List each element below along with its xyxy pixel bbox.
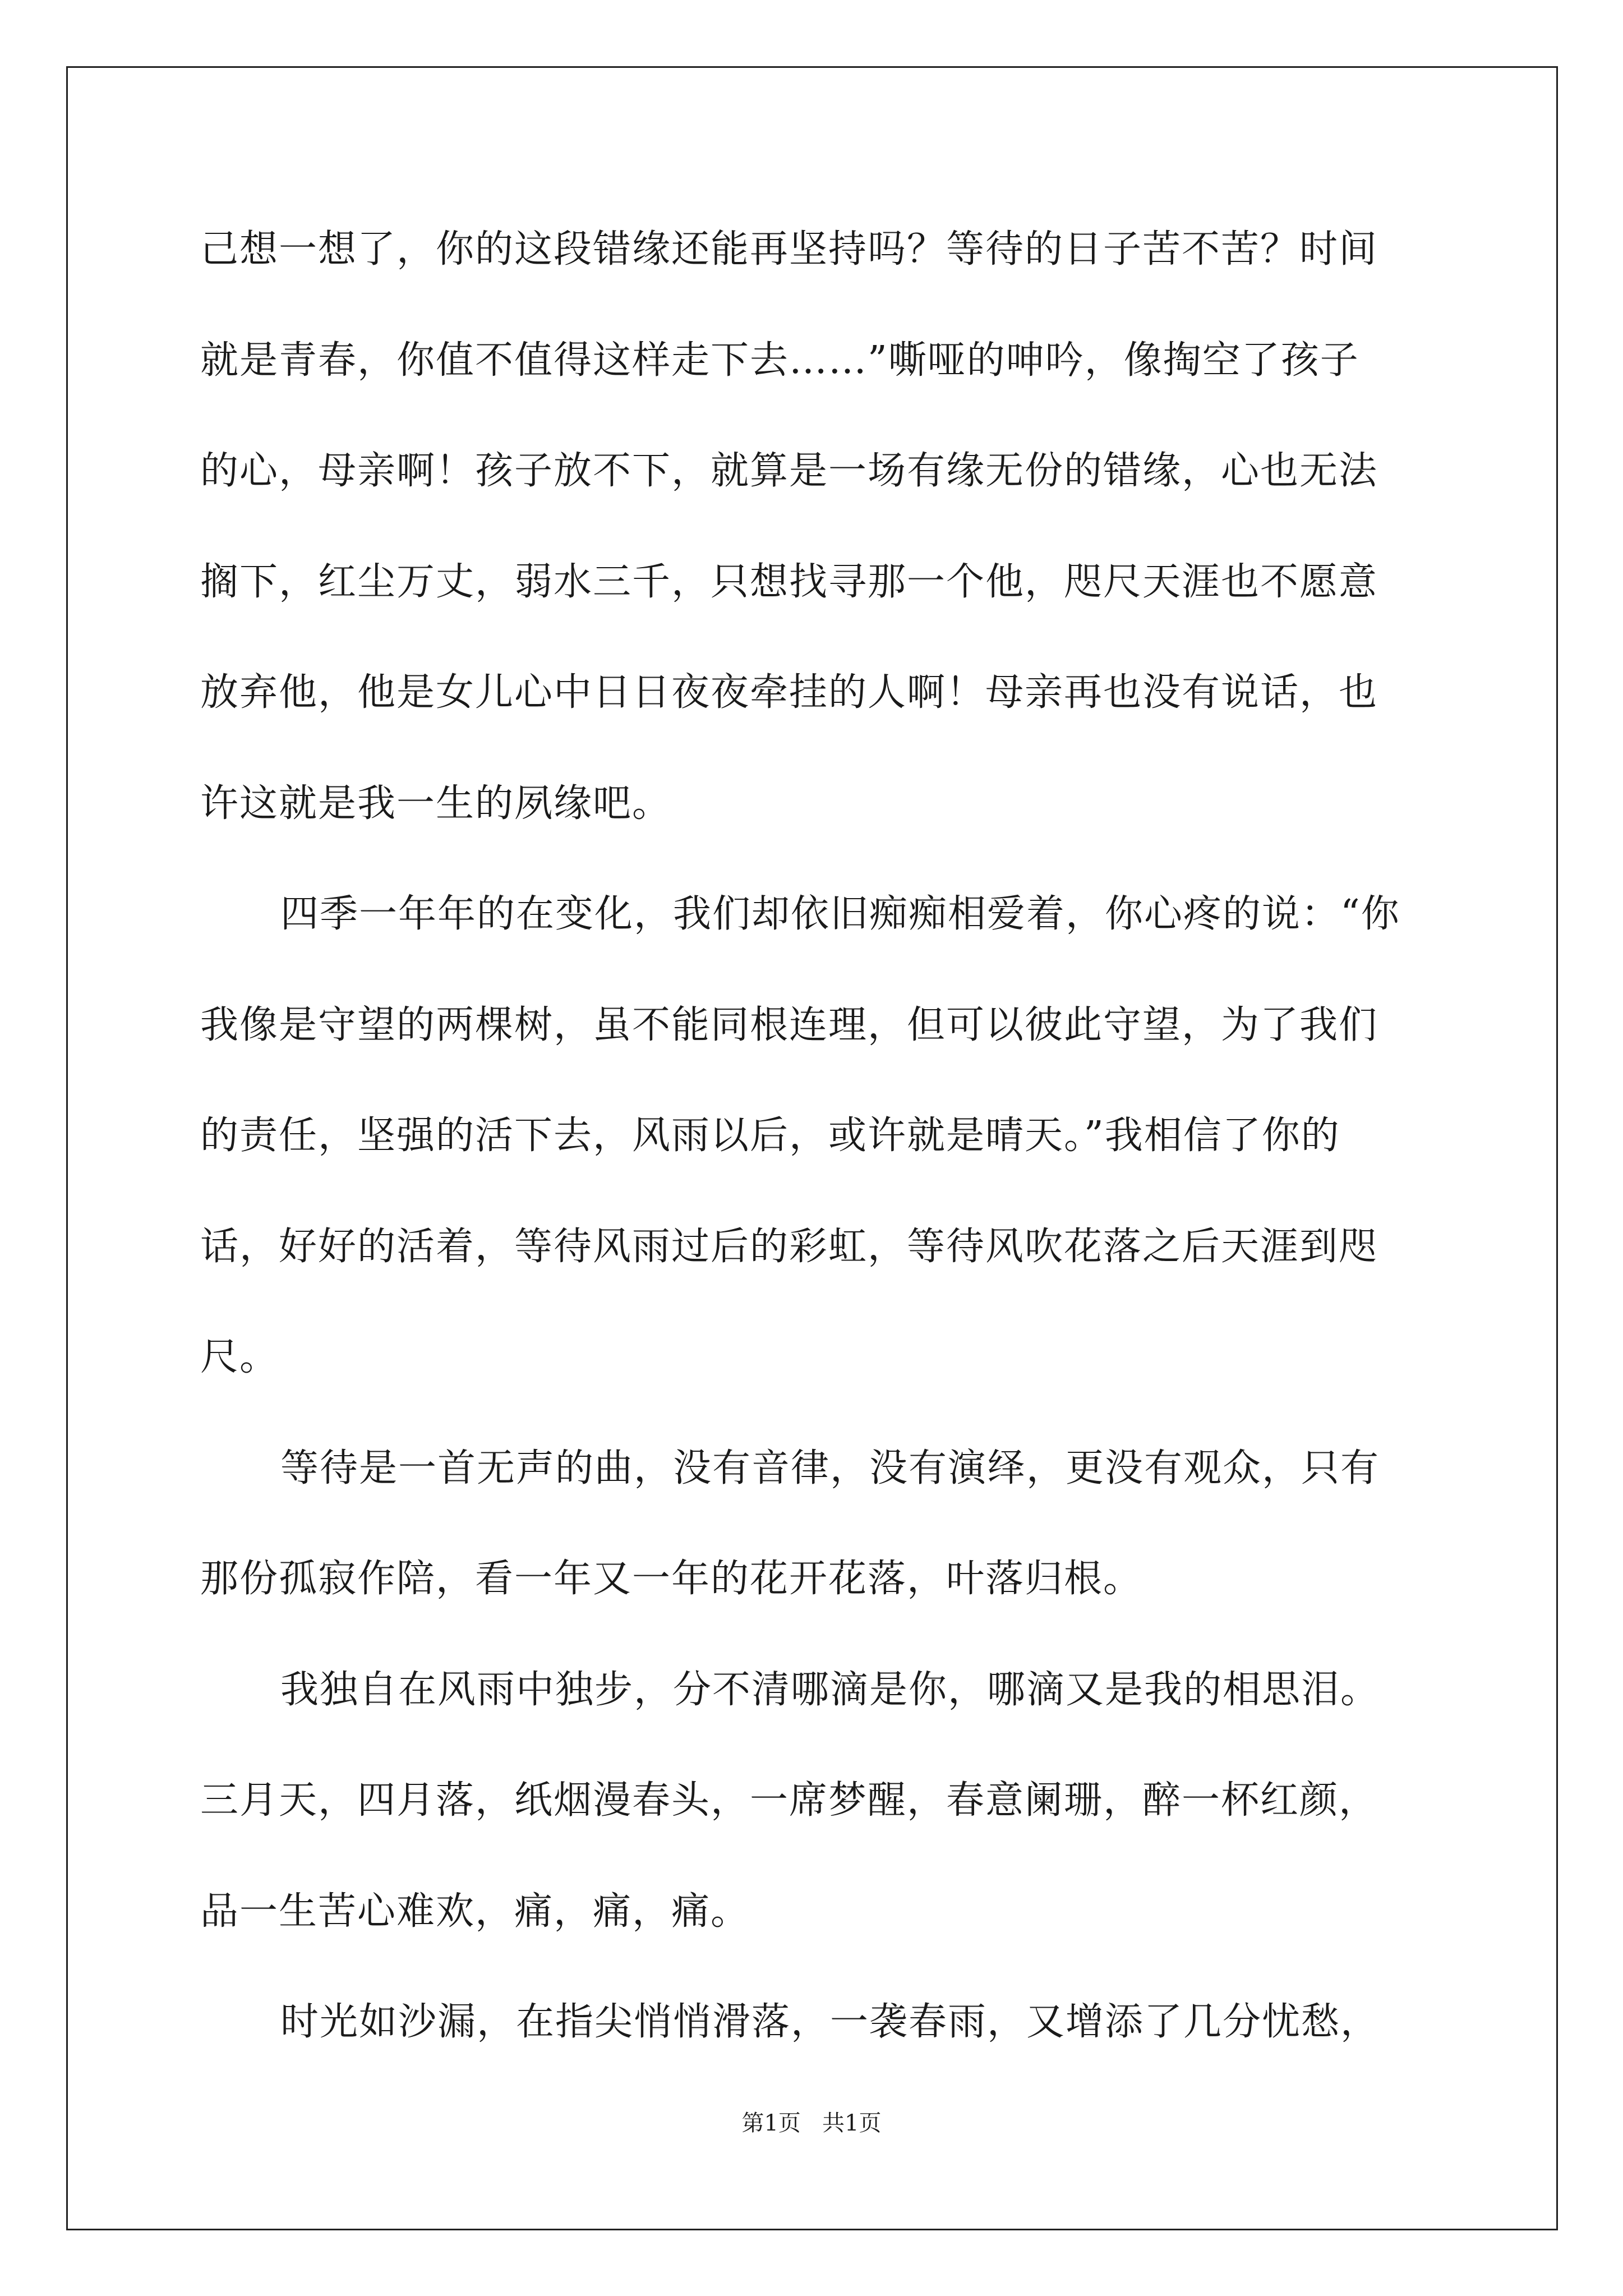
paragraph-first-line: 时光如沙漏，在指尖悄悄滑落，一袭春雨，又增添了几分忧愁， — [280, 2000, 1380, 2044]
paragraph-first-line: 等待是一首无声的曲，没有音律，没有演绎，更没有观众，只有 — [280, 1446, 1380, 1490]
text-line: 搁下，红尘万丈，弱水三千，只想找寻那一个他，咫尺天涯也不愿意 — [200, 560, 1378, 604]
text-line: 己想一想了，你的这段错缘还能再坚持吗？等待的日子苦不苦？时间 — [200, 227, 1378, 272]
text-line: 那份孤寂作陪，看一年又一年的花开花落，叶落归根。 — [200, 1557, 1143, 1601]
text-line: 品一生苦心难欢，痛，痛，痛。 — [200, 1889, 750, 1934]
text-line: 放弃他，他是女儿心中日日夜夜牵挂的人啊！母亲再也没有说话，也 — [200, 670, 1378, 715]
paragraph-first-line: 我独自在风雨中独步，分不清哪滴是你，哪滴又是我的相思泪。 — [280, 1668, 1380, 1712]
text-line: 的心，母亲啊！孩子放不下，就算是一场有缘无份的错缘，心也无法 — [200, 449, 1378, 493]
text-line: 的责任，坚强的活下去，风雨以后，或许就是晴天。”我相信了你的 — [200, 1114, 1340, 1158]
text-line: 尺。 — [200, 1335, 279, 1379]
text-line: 话，好好的活着，等待风雨过后的彩虹，等待风吹花落之后天涯到咫 — [200, 1225, 1378, 1269]
page-footer: 第1页 共1页 — [741, 2110, 882, 2136]
paragraph-first-line: 四季一年年的在变化，我们却依旧痴痴相爱着，你心疼的说：“你 — [280, 892, 1400, 936]
text-line: 三月天，四月落，纸烟漫春头，一席梦醒，春意阑珊，醉一杯红颜， — [200, 1778, 1378, 1823]
text-line: 我像是守望的两棵树，虽不能同根连理，但可以彼此守望，为了我们 — [200, 1003, 1378, 1047]
text-line: 许这就是我一生的夙缘吧。 — [200, 781, 672, 826]
text-line: 就是青春，你值不值得这样走下去……”嘶哑的呻吟，像掏空了孩子 — [200, 338, 1359, 383]
